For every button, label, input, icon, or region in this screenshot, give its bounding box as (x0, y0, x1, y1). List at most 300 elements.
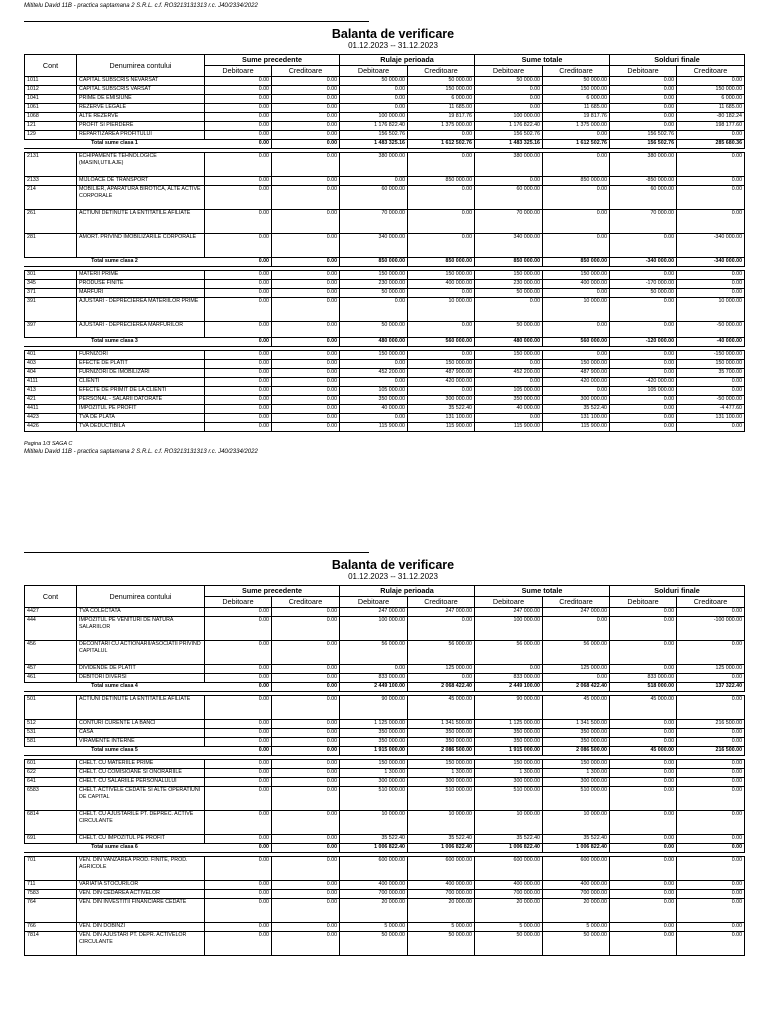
amount-cell: 20 000.00 (340, 899, 408, 923)
total-amount: 2 086 500.00 (408, 747, 475, 756)
amount-cell: 40 000.00 (340, 405, 408, 414)
amount-cell: 0.00 (677, 271, 745, 280)
amount-cell: 50 000.00 (340, 322, 408, 338)
class-total-row (25, 258, 745, 267)
amount-cell: 0.00 (610, 835, 677, 844)
amount-cell: 11 685.00 (543, 104, 610, 113)
amount-cell: 0.00 (205, 360, 272, 369)
amount-cell: 150 000.00 (543, 760, 610, 769)
amount-cell: 300 000.00 (543, 396, 610, 405)
amount-cell: 50 000.00 (340, 932, 408, 956)
amount-cell: 56 000.00 (340, 641, 408, 665)
amount-cell: 510 000.00 (543, 787, 610, 811)
account-name: DECONTARI CU ACTIONARII/ASOCIATII PRIVIND CAPITALUL (77, 641, 205, 665)
report-period: 01.12.2023 -- 31.12.2023 (348, 572, 438, 581)
amount-cell: 0.00 (475, 665, 543, 674)
amount-cell: 0.00 (205, 186, 272, 210)
amount-cell: 0.00 (408, 234, 475, 258)
amount-cell: 0.00 (677, 77, 745, 86)
account-row (25, 86, 745, 95)
total-amount: 45 000.00 (610, 747, 677, 756)
amount-cell: 100 000.00 (340, 113, 408, 122)
account-row (25, 738, 745, 747)
col-creditoare: Creditoare (677, 597, 745, 608)
account-code: 1068 (25, 113, 77, 122)
group-sume-totale: Sume totale (475, 586, 610, 597)
amount-cell: 0.00 (205, 835, 272, 844)
col-debitoare: Debitoare (340, 597, 408, 608)
account-code: 457 (25, 665, 77, 674)
account-row (25, 899, 745, 923)
total-amount: -120 000.00 (610, 338, 677, 347)
amount-cell: 0.00 (408, 351, 475, 360)
amount-cell: 0.00 (677, 738, 745, 747)
amount-cell: 0.00 (408, 289, 475, 298)
amount-cell: 0.00 (610, 113, 677, 122)
col-creditoare: Creditoare (272, 66, 340, 77)
total-amount: 2 068 422.40 (408, 683, 475, 692)
col-creditoare: Creditoare (543, 66, 610, 77)
amount-cell: 0.00 (205, 77, 272, 86)
amount-cell: 131 100.00 (408, 414, 475, 423)
amount-cell: 56 000.00 (543, 641, 610, 665)
amount-cell: 90 000.00 (340, 696, 408, 720)
amount-cell: 350 000.00 (408, 738, 475, 747)
account-code: 601 (25, 760, 77, 769)
amount-cell: 0.00 (205, 280, 272, 289)
amount-cell: 0.00 (205, 674, 272, 683)
amount-cell: 0.00 (543, 387, 610, 396)
amount-cell: 105 000.00 (475, 387, 543, 396)
amount-cell: 0.00 (272, 890, 340, 899)
account-name: EFECTE DE PLATIT (77, 360, 205, 369)
account-name: TVA DE PLATA (77, 414, 205, 423)
amount-cell: 350 000.00 (408, 729, 475, 738)
amount-cell: 0.00 (272, 177, 340, 186)
amount-cell: 0.00 (610, 720, 677, 729)
total-amount: 0.00 (205, 683, 272, 692)
total-amount: 0.00 (272, 683, 340, 692)
amount-cell: 19 817.76 (543, 113, 610, 122)
amount-cell: 230 000.00 (475, 280, 543, 289)
account-code: 581 (25, 738, 77, 747)
total-amount: 1 915 000.00 (340, 747, 408, 756)
total-amount: -40 000.00 (677, 338, 745, 347)
account-row (25, 778, 745, 787)
class-total-row (25, 683, 745, 692)
account-name: CHELT. CU IMPOZITUL PE PROFIT (77, 835, 205, 844)
total-amount: 0.00 (205, 258, 272, 267)
amount-cell: 0.00 (543, 674, 610, 683)
amount-cell: 150 000.00 (543, 86, 610, 95)
amount-cell: 0.00 (677, 881, 745, 890)
amount-cell: 0.00 (610, 811, 677, 835)
amount-cell: 0.00 (610, 665, 677, 674)
amount-cell: 0.00 (610, 86, 677, 95)
amount-cell: 20 000.00 (408, 899, 475, 923)
amount-cell: 0.00 (610, 369, 677, 378)
amount-cell: 0.00 (205, 153, 272, 177)
total-amount: 0.00 (272, 338, 340, 347)
amount-cell: 0.00 (272, 738, 340, 747)
amount-cell: 700 000.00 (340, 890, 408, 899)
col-denumire: Denumirea contului (77, 55, 205, 77)
amount-cell: 510 000.00 (475, 787, 543, 811)
total-label: Total sume clasa 4 (25, 683, 205, 692)
amount-cell: 150 000.00 (475, 351, 543, 360)
total-amount: 0.00 (272, 140, 340, 149)
account-code: 397 (25, 322, 77, 338)
amount-cell: 350 000.00 (543, 738, 610, 747)
total-amount: 560 000.00 (543, 338, 610, 347)
amount-cell: 0.00 (205, 369, 272, 378)
total-amount: 1 006 822.40 (408, 844, 475, 853)
account-code: 641 (25, 778, 77, 787)
amount-cell: 0.00 (408, 387, 475, 396)
amount-cell: 0.00 (205, 378, 272, 387)
amount-cell: 600 000.00 (340, 857, 408, 881)
amount-cell: 600 000.00 (543, 857, 610, 881)
amount-cell: 0.00 (205, 890, 272, 899)
amount-cell: 100 000.00 (475, 617, 543, 641)
amount-cell: 70 000.00 (340, 210, 408, 234)
account-name: ECHIPAMENTE TEHNOLOGICE (MASINI,UTILAJE) (77, 153, 205, 177)
amount-cell: 0.00 (677, 177, 745, 186)
amount-cell: 20 000.00 (543, 899, 610, 923)
account-row (25, 769, 745, 778)
amount-cell: 0.00 (272, 696, 340, 720)
amount-cell: 0.00 (610, 322, 677, 338)
amount-cell: 0.00 (272, 423, 340, 432)
amount-cell: 100 000.00 (475, 113, 543, 122)
amount-cell: 35 522.40 (408, 835, 475, 844)
amount-cell: 0.00 (272, 131, 340, 140)
header-rule (24, 21, 369, 22)
amount-cell: 0.00 (475, 104, 543, 113)
amount-cell: 0.00 (677, 932, 745, 956)
account-row (25, 360, 745, 369)
total-amount: 850 000.00 (340, 258, 408, 267)
amount-cell: 131 100.00 (677, 414, 745, 423)
amount-cell: 0.00 (610, 423, 677, 432)
account-row (25, 95, 745, 104)
amount-cell: 0.00 (340, 378, 408, 387)
amount-cell: 0.00 (677, 899, 745, 923)
amount-cell: 0.00 (205, 122, 272, 131)
account-name: CASA (77, 729, 205, 738)
amount-cell: 20 000.00 (475, 899, 543, 923)
amount-cell: 0.00 (543, 351, 610, 360)
account-name: PRODUSE FINITE (77, 280, 205, 289)
amount-cell: -340 000.00 (677, 234, 745, 258)
amount-cell: -420 000.00 (610, 378, 677, 387)
amount-cell: 1 125 000.00 (475, 720, 543, 729)
amount-cell: 0.00 (272, 778, 340, 787)
amount-cell: 35 522.40 (408, 405, 475, 414)
group-sume-precedente: Sume precedente (205, 586, 340, 597)
table-header (25, 55, 745, 77)
total-amount: 137 322.40 (677, 683, 745, 692)
account-row (25, 811, 745, 835)
account-code: 764 (25, 899, 77, 923)
account-name: MATERII PRIME (77, 271, 205, 280)
total-amount: 1 612 502.76 (408, 140, 475, 149)
amount-cell: 0.00 (272, 769, 340, 778)
amount-cell: 833 000.00 (610, 674, 677, 683)
trial-balance-table (24, 585, 745, 956)
amount-cell: 0.00 (340, 665, 408, 674)
amount-cell: 0.00 (272, 77, 340, 86)
amount-cell: 6 000.00 (408, 95, 475, 104)
amount-cell: 0.00 (610, 405, 677, 414)
account-row (25, 932, 745, 956)
account-row (25, 835, 745, 844)
amount-cell: 216 500.00 (677, 720, 745, 729)
amount-cell: 45 000.00 (543, 696, 610, 720)
amount-cell: 0.00 (272, 186, 340, 210)
report-period: 01.12.2023 -- 31.12.2023 (348, 41, 438, 50)
amount-cell: 833 000.00 (340, 674, 408, 683)
total-amount: 850 000.00 (475, 258, 543, 267)
amount-cell: 115 900.00 (475, 423, 543, 432)
amount-cell: 0.00 (205, 857, 272, 881)
group-sume-precedente: Sume precedente (205, 55, 340, 66)
amount-cell: 340 000.00 (340, 234, 408, 258)
amount-cell: 0.00 (205, 729, 272, 738)
total-label: Total sume clasa 6 (25, 844, 205, 853)
account-code: 371 (25, 289, 77, 298)
amount-cell: -850 000.00 (610, 177, 677, 186)
account-name: CAPITAL SUBSCRIS VARSAT (77, 86, 205, 95)
total-amount: 1 006 822.40 (475, 844, 543, 853)
amount-cell: 0.00 (610, 122, 677, 131)
amount-cell: 50 000.00 (475, 932, 543, 956)
amount-cell: 1 176 822.40 (340, 122, 408, 131)
amount-cell: 0.00 (610, 899, 677, 923)
company-info: Mititelu David 11B - practica saptamana 2 S.R.L. c.f. RO3213131313 r.c. J40/2334/2022 (24, 449, 258, 455)
total-amount: 0.00 (205, 140, 272, 149)
total-amount: 0.00 (677, 844, 745, 853)
amount-cell: 60 000.00 (340, 186, 408, 210)
account-code: 121 (25, 122, 77, 131)
amount-cell: 0.00 (610, 360, 677, 369)
account-code: 2131 (25, 153, 77, 177)
amount-cell: 0.00 (408, 674, 475, 683)
amount-cell: 150 000.00 (543, 360, 610, 369)
account-code: 7814 (25, 932, 77, 956)
account-row (25, 234, 745, 258)
account-row (25, 77, 745, 86)
amount-cell: 35 522.40 (543, 835, 610, 844)
amount-cell: 1 176 822.40 (475, 122, 543, 131)
amount-cell: 0.00 (677, 857, 745, 881)
amount-cell: 90 000.00 (475, 696, 543, 720)
amount-cell: 156 502.76 (340, 131, 408, 140)
amount-cell: 0.00 (205, 665, 272, 674)
amount-cell: 0.00 (205, 131, 272, 140)
account-row (25, 641, 745, 665)
amount-cell: 487 900.00 (408, 369, 475, 378)
amount-cell: -80 182.24 (677, 113, 745, 122)
amount-cell: 105 000.00 (610, 387, 677, 396)
amount-cell: 380 000.00 (340, 153, 408, 177)
account-row (25, 665, 745, 674)
amount-cell: 0.00 (272, 271, 340, 280)
amount-cell: 0.00 (272, 298, 340, 322)
account-code: 1012 (25, 86, 77, 95)
amount-cell: 510 000.00 (408, 787, 475, 811)
amount-cell: 400 000.00 (543, 881, 610, 890)
amount-cell: 350 000.00 (475, 729, 543, 738)
total-amount: -340 000.00 (677, 258, 745, 267)
amount-cell: 0.00 (205, 881, 272, 890)
account-name: DIVIDENDE DE PLATIT (77, 665, 205, 674)
amount-cell: 0.00 (272, 369, 340, 378)
col-debitoare: Debitoare (475, 66, 543, 77)
amount-cell: 0.00 (475, 298, 543, 322)
amount-cell: 0.00 (205, 414, 272, 423)
header-rule (24, 552, 369, 553)
account-name: REZERVE LEGALE (77, 104, 205, 113)
table-body (25, 77, 745, 432)
amount-cell: 0.00 (272, 104, 340, 113)
amount-cell: 350 000.00 (475, 738, 543, 747)
account-row (25, 104, 745, 113)
account-name: PERSONAL - SALARII DATORATE (77, 396, 205, 405)
amount-cell: 0.00 (677, 280, 745, 289)
account-name: MARFURI (77, 289, 205, 298)
amount-cell: 247 000.00 (408, 608, 475, 617)
amount-cell: 10 000.00 (543, 811, 610, 835)
amount-cell: 100 000.00 (340, 617, 408, 641)
class-total-row (25, 140, 745, 149)
account-name: FURNIZORI DE IMOBILIZARI (77, 369, 205, 378)
total-amount: 2 449 100.00 (340, 683, 408, 692)
amount-cell: 1 375 000.00 (543, 122, 610, 131)
amount-cell: 850 000.00 (543, 177, 610, 186)
account-row (25, 298, 745, 322)
amount-cell: 300 000.00 (543, 778, 610, 787)
amount-cell: 0.00 (205, 778, 272, 787)
amount-cell: 0.00 (205, 113, 272, 122)
account-name: MOBILIER, APARATURA BIROTICA, ALTE ACTIVE CORPORALE (77, 186, 205, 210)
account-code: 345 (25, 280, 77, 289)
amount-cell: 0.00 (272, 210, 340, 234)
amount-cell: 50 000.00 (408, 932, 475, 956)
account-name: CHELT. ACTIVELE CEDATE SI ALTE OPERATIUNI DE CAPITAL (77, 787, 205, 811)
amount-cell: 0.00 (677, 289, 745, 298)
col-cont: Cont (25, 586, 77, 608)
account-row (25, 122, 745, 131)
col-debitoare: Debitoare (340, 66, 408, 77)
amount-cell: 0.00 (205, 423, 272, 432)
total-amount: 850 000.00 (543, 258, 610, 267)
amount-cell: 0.00 (677, 787, 745, 811)
amount-cell: 1 300.00 (543, 769, 610, 778)
account-code: 401 (25, 351, 77, 360)
amount-cell: 150 000.00 (543, 271, 610, 280)
amount-cell: 0.00 (610, 271, 677, 280)
amount-cell: 0.00 (475, 177, 543, 186)
amount-cell: -50 000.00 (677, 322, 745, 338)
col-creditoare: Creditoare (272, 597, 340, 608)
amount-cell: 0.00 (677, 835, 745, 844)
account-row (25, 787, 745, 811)
amount-cell: 0.00 (475, 86, 543, 95)
total-amount: -340 000.00 (610, 258, 677, 267)
account-code: 691 (25, 835, 77, 844)
account-name: MIJLOACE DE TRANSPORT (77, 177, 205, 186)
account-name: EFECTE DE PRIMIT DE LA CLIENTI (77, 387, 205, 396)
total-amount: 1 612 502.76 (543, 140, 610, 149)
amount-cell: 400 000.00 (408, 881, 475, 890)
amount-cell: 50 000.00 (543, 77, 610, 86)
group-rulaje-perioada: Rulaje perioada (340, 586, 475, 597)
amount-cell: 300 000.00 (408, 778, 475, 787)
amount-cell: 247 000.00 (340, 608, 408, 617)
amount-cell: 0.00 (272, 396, 340, 405)
amount-cell: 0.00 (205, 641, 272, 665)
account-name: VARIATIA STOCURILOR (77, 881, 205, 890)
amount-cell: 0.00 (272, 234, 340, 258)
account-code: 1011 (25, 77, 77, 86)
total-amount: 0.00 (205, 338, 272, 347)
account-code: 1041 (25, 95, 77, 104)
account-name: AJUSTARI - DEPRECIEREA MATERIILOR PRIME (77, 298, 205, 322)
amount-cell: 0.00 (610, 234, 677, 258)
amount-cell: 0.00 (543, 289, 610, 298)
account-row (25, 720, 745, 729)
amount-cell: 35 522.40 (475, 835, 543, 844)
account-name: ACTIUNI DETINUTE LA ENTITATILE AFILIATE (77, 696, 205, 720)
amount-cell: 0.00 (610, 77, 677, 86)
account-name: PRIME DE EMISIUNE (77, 95, 205, 104)
account-row (25, 405, 745, 414)
account-row (25, 186, 745, 210)
amount-cell: 0.00 (677, 760, 745, 769)
amount-cell: 0.00 (543, 186, 610, 210)
amount-cell: 0.00 (205, 617, 272, 641)
amount-cell: 0.00 (272, 787, 340, 811)
amount-cell: 60 000.00 (475, 186, 543, 210)
amount-cell: 700 000.00 (408, 890, 475, 899)
amount-cell: 380 000.00 (610, 153, 677, 177)
report-title: Balanta de verificare (331, 27, 455, 41)
amount-cell: 0.00 (205, 210, 272, 234)
account-code: 421 (25, 396, 77, 405)
amount-cell: 0.00 (272, 674, 340, 683)
col-creditoare: Creditoare (543, 597, 610, 608)
account-code: 444 (25, 617, 77, 641)
amount-cell: 198 177.60 (677, 122, 745, 131)
amount-cell: 700 000.00 (543, 890, 610, 899)
col-debitoare: Debitoare (205, 66, 272, 77)
amount-cell: 150 000.00 (340, 271, 408, 280)
amount-cell: 0.00 (677, 674, 745, 683)
account-name: CONTURI CURENTE LA BANCI (77, 720, 205, 729)
account-code: 404 (25, 369, 77, 378)
total-amount: 216 500.00 (677, 747, 745, 756)
amount-cell: 0.00 (610, 857, 677, 881)
amount-cell: 0.00 (610, 923, 677, 932)
amount-cell: 0.00 (272, 881, 340, 890)
amount-cell: 1 375 000.00 (408, 122, 475, 131)
amount-cell: 0.00 (340, 86, 408, 95)
account-row (25, 923, 745, 932)
account-name: REPARTIZAREA PROFITULUI (77, 131, 205, 140)
amount-cell: 150 000.00 (475, 760, 543, 769)
amount-cell: 56 000.00 (408, 641, 475, 665)
